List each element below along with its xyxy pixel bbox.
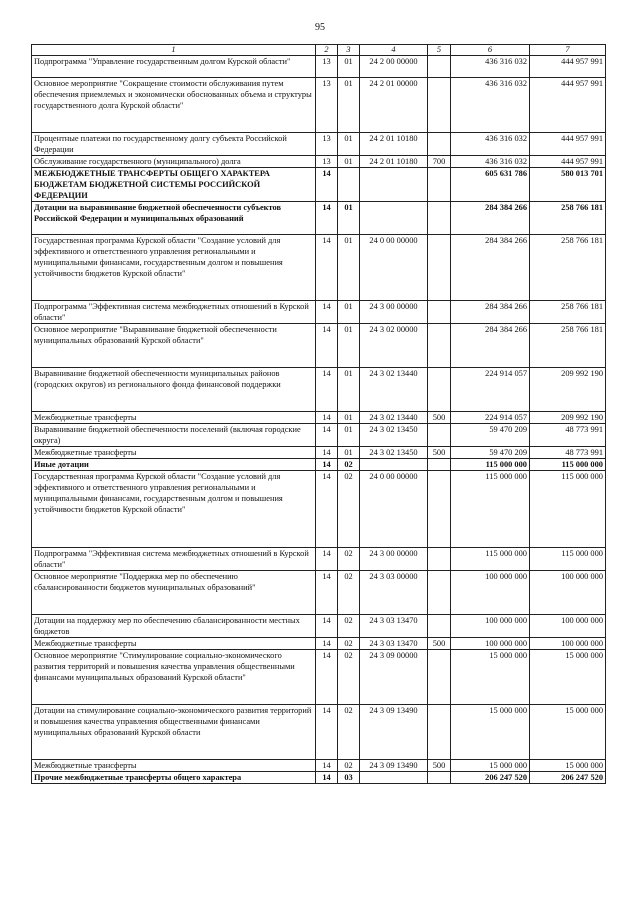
row-expense-type-cell: 500 <box>428 760 451 772</box>
row-expense-type-cell <box>428 705 451 760</box>
row-amount-year2-cell: 444 957 991 <box>530 78 606 133</box>
row-name-cell: Подпрограмма "Эффективная система межбюджетных отношений в Курской области" <box>32 301 316 324</box>
header-cell: 7 <box>530 45 606 56</box>
row-subsection-cell: 01 <box>338 424 360 447</box>
row-name-cell: Государственная программа Курской области "Создание условий для эффективного и ответственного управления региональными и муниципальными финансами, государственным долгом и повышения устойчивости бюджетов Курской области" <box>32 471 316 548</box>
table-row <box>32 78 606 133</box>
row-name-cell: Иные дотации <box>32 459 316 471</box>
row-amount-year2-cell: 444 957 991 <box>530 56 606 78</box>
row-subsection-cell: 01 <box>338 133 360 156</box>
row-target-article-cell: 24 3 09 13490 <box>360 760 428 772</box>
row-subsection-cell: 01 <box>338 368 360 412</box>
row-section-cell: 14 <box>316 368 338 412</box>
row-section-cell: 14 <box>316 202 338 235</box>
row-subsection-cell: 01 <box>338 78 360 133</box>
row-subsection-cell: 01 <box>338 324 360 368</box>
row-subsection-cell: 02 <box>338 705 360 760</box>
row-name-cell: МЕЖБЮДЖЕТНЫЕ ТРАНСФЕРТЫ ОБЩЕГО ХАРАКТЕРА БЮДЖЕТАМ БЮДЖЕТНОЙ СИСТЕМЫ РОССИЙСКОЙ ФЕДЕРАЦИИ <box>32 168 316 202</box>
row-section-cell: 14 <box>316 760 338 772</box>
row-amount-year2-cell: 115 000 000 <box>530 471 606 548</box>
row-expense-type-cell <box>428 78 451 133</box>
row-amount-year2-cell: 258 766 181 <box>530 324 606 368</box>
row-amount-year2-cell: 206 247 520 <box>530 772 606 784</box>
row-subsection-cell: 01 <box>338 412 360 424</box>
row-amount-year2-cell: 115 000 000 <box>530 548 606 571</box>
row-section-cell: 14 <box>316 548 338 571</box>
row-amount-year2-cell: 258 766 181 <box>530 202 606 235</box>
table-row <box>32 760 606 772</box>
row-amount-year2-cell: 209 992 190 <box>530 368 606 412</box>
row-target-article-cell <box>360 459 428 471</box>
row-expense-type-cell <box>428 235 451 301</box>
row-amount-year2-cell: 258 766 181 <box>530 235 606 301</box>
row-name-cell: Межбюджетные трансферты <box>32 760 316 772</box>
row-subsection-cell: 02 <box>338 471 360 548</box>
row-section-cell: 14 <box>316 638 338 650</box>
row-name-cell: Выравнивание бюджетной обеспеченности поселений (включая городские округа) <box>32 424 316 447</box>
row-section-cell: 14 <box>316 412 338 424</box>
row-expense-type-cell <box>428 548 451 571</box>
budget-table <box>31 44 606 784</box>
table-row <box>32 202 606 235</box>
row-amount-year1-cell: 436 316 032 <box>451 78 530 133</box>
row-section-cell: 14 <box>316 705 338 760</box>
row-name-cell: Межбюджетные трансферты <box>32 447 316 459</box>
row-amount-year1-cell: 15 000 000 <box>451 705 530 760</box>
table-row <box>32 615 606 638</box>
table-row <box>32 412 606 424</box>
row-target-article-cell: 24 3 02 13450 <box>360 447 428 459</box>
table-row <box>32 168 606 202</box>
row-target-article-cell: 24 3 00 00000 <box>360 301 428 324</box>
row-target-article-cell <box>360 202 428 235</box>
row-name-cell: Государственная программа Курской области "Создание условий для эффективного и ответственного управления региональными и муниципальными финансами, государственным долгом и повышения устойчивости бюджетов Курской области" <box>32 235 316 301</box>
row-expense-type-cell <box>428 424 451 447</box>
row-amount-year2-cell: 444 957 991 <box>530 156 606 168</box>
row-amount-year1-cell: 605 631 786 <box>451 168 530 202</box>
row-section-cell: 14 <box>316 324 338 368</box>
row-target-article-cell <box>360 168 428 202</box>
row-name-cell: Межбюджетные трансферты <box>32 412 316 424</box>
row-expense-type-cell: 700 <box>428 156 451 168</box>
row-amount-year2-cell: 580 013 701 <box>530 168 606 202</box>
row-amount-year1-cell: 436 316 032 <box>451 133 530 156</box>
row-subsection-cell: 01 <box>338 56 360 78</box>
table-row <box>32 424 606 447</box>
row-name-cell: Основное мероприятие "Поддержка мер по обеспечению сбалансированности бюджетов муниципальных образований" <box>32 571 316 615</box>
row-subsection-cell: 02 <box>338 459 360 471</box>
table-row <box>32 705 606 760</box>
page-number: 95 <box>315 22 325 33</box>
row-target-article-cell: 24 3 03 13470 <box>360 615 428 638</box>
row-amount-year2-cell: 258 766 181 <box>530 301 606 324</box>
row-section-cell: 14 <box>316 301 338 324</box>
row-expense-type-cell: 500 <box>428 412 451 424</box>
header-cell: 5 <box>428 45 451 56</box>
row-expense-type-cell <box>428 202 451 235</box>
row-name-cell: Выравнивание бюджетной обеспеченности муниципальных районов (городских округов) из регионального фонда финансовой поддержки <box>32 368 316 412</box>
row-name-cell: Основное мероприятие "Сокращение стоимости обслуживания путем обеспечения приемлемых и экономически обоснованных объема и структуры государственного долга Курской области" <box>32 78 316 133</box>
table-row <box>32 650 606 705</box>
row-amount-year1-cell: 15 000 000 <box>451 650 530 705</box>
header-cell: 4 <box>360 45 428 56</box>
row-amount-year1-cell: 115 000 000 <box>451 471 530 548</box>
row-target-article-cell: 24 3 09 13490 <box>360 705 428 760</box>
row-subsection-cell: 01 <box>338 235 360 301</box>
table-row <box>32 368 606 412</box>
table-row <box>32 447 606 459</box>
table-row <box>32 156 606 168</box>
row-amount-year1-cell: 436 316 032 <box>451 156 530 168</box>
row-amount-year1-cell: 436 316 032 <box>451 56 530 78</box>
row-target-article-cell: 24 2 00 00000 <box>360 56 428 78</box>
row-name-cell: Подпрограмма "Эффективная система межбюджетных отношений в Курской области" <box>32 548 316 571</box>
row-target-article-cell: 24 3 02 13440 <box>360 412 428 424</box>
row-name-cell: Основное мероприятие "Стимулирование социально-экономического развития территорий и повышения качества управления общественными финансами муниципальных образований Курской области" <box>32 650 316 705</box>
table-row <box>32 133 606 156</box>
row-section-cell: 13 <box>316 133 338 156</box>
row-target-article-cell: 24 3 03 00000 <box>360 571 428 615</box>
header-cell: 3 <box>338 45 360 56</box>
table-row <box>32 324 606 368</box>
table-row <box>32 571 606 615</box>
table-row <box>32 548 606 571</box>
row-section-cell: 14 <box>316 571 338 615</box>
row-amount-year2-cell: 48 773 991 <box>530 424 606 447</box>
row-section-cell: 14 <box>316 459 338 471</box>
table-row <box>32 638 606 650</box>
row-subsection-cell: 02 <box>338 548 360 571</box>
row-subsection-cell: 02 <box>338 615 360 638</box>
row-section-cell: 14 <box>316 235 338 301</box>
table-row <box>32 772 606 784</box>
row-target-article-cell: 24 2 01 10180 <box>360 156 428 168</box>
row-expense-type-cell: 500 <box>428 638 451 650</box>
row-name-cell: Дотации на поддержку мер по обеспечению сбалансированности местных бюджетов <box>32 615 316 638</box>
row-amount-year2-cell: 15 000 000 <box>530 705 606 760</box>
row-expense-type-cell <box>428 56 451 78</box>
row-subsection-cell: 01 <box>338 156 360 168</box>
row-amount-year1-cell: 115 000 000 <box>451 548 530 571</box>
row-target-article-cell: 24 3 02 00000 <box>360 324 428 368</box>
row-expense-type-cell: 500 <box>428 447 451 459</box>
row-subsection-cell <box>338 168 360 202</box>
row-section-cell: 14 <box>316 772 338 784</box>
row-target-article-cell: 24 2 01 10180 <box>360 133 428 156</box>
row-target-article-cell: 24 0 00 00000 <box>360 235 428 301</box>
row-name-cell: Прочие межбюджетные трансферты общего характера <box>32 772 316 784</box>
row-amount-year1-cell: 284 384 266 <box>451 235 530 301</box>
header-cell: 1 <box>32 45 316 56</box>
row-amount-year1-cell: 224 914 057 <box>451 412 530 424</box>
row-amount-year2-cell: 100 000 000 <box>530 571 606 615</box>
row-expense-type-cell <box>428 650 451 705</box>
row-amount-year1-cell: 59 470 209 <box>451 424 530 447</box>
row-amount-year1-cell: 115 000 000 <box>451 459 530 471</box>
table-row <box>32 471 606 548</box>
row-amount-year1-cell: 100 000 000 <box>451 615 530 638</box>
row-expense-type-cell <box>428 324 451 368</box>
row-amount-year1-cell: 206 247 520 <box>451 772 530 784</box>
row-subsection-cell: 01 <box>338 202 360 235</box>
row-expense-type-cell <box>428 368 451 412</box>
row-subsection-cell: 02 <box>338 571 360 615</box>
row-section-cell: 14 <box>316 447 338 459</box>
row-subsection-cell: 02 <box>338 638 360 650</box>
row-amount-year2-cell: 444 957 991 <box>530 133 606 156</box>
row-amount-year2-cell: 15 000 000 <box>530 760 606 772</box>
row-amount-year1-cell: 100 000 000 <box>451 638 530 650</box>
row-subsection-cell: 02 <box>338 760 360 772</box>
row-amount-year1-cell: 284 384 266 <box>451 202 530 235</box>
row-amount-year1-cell: 224 914 057 <box>451 368 530 412</box>
row-amount-year1-cell: 284 384 266 <box>451 324 530 368</box>
row-name-cell: Основное мероприятие "Выравнивание бюджетной обеспеченности муниципальных образований Курской области" <box>32 324 316 368</box>
row-amount-year2-cell: 100 000 000 <box>530 615 606 638</box>
row-name-cell: Дотации на выравнивание бюджетной обеспеченности субъектов Российской Федерации и муниципальных образований <box>32 202 316 235</box>
row-expense-type-cell <box>428 571 451 615</box>
row-expense-type-cell <box>428 615 451 638</box>
row-target-article-cell: 24 3 00 00000 <box>360 548 428 571</box>
row-name-cell: Межбюджетные трансферты <box>32 638 316 650</box>
row-expense-type-cell <box>428 301 451 324</box>
row-amount-year2-cell: 15 000 000 <box>530 650 606 705</box>
row-section-cell: 13 <box>316 56 338 78</box>
row-amount-year2-cell: 209 992 190 <box>530 412 606 424</box>
row-section-cell: 14 <box>316 650 338 705</box>
row-section-cell: 13 <box>316 156 338 168</box>
row-target-article-cell: 24 3 02 13440 <box>360 368 428 412</box>
table-row <box>32 301 606 324</box>
row-target-article-cell: 24 0 00 00000 <box>360 471 428 548</box>
row-amount-year1-cell: 59 470 209 <box>451 447 530 459</box>
row-name-cell: Обслуживание государственного (муниципального) долга <box>32 156 316 168</box>
row-subsection-cell: 03 <box>338 772 360 784</box>
row-section-cell: 13 <box>316 78 338 133</box>
row-subsection-cell: 02 <box>338 650 360 705</box>
row-target-article-cell: 24 3 03 13470 <box>360 638 428 650</box>
row-name-cell: Процентные платежи по государственному долгу субъекта Российской Федерации <box>32 133 316 156</box>
row-subsection-cell: 01 <box>338 447 360 459</box>
row-amount-year2-cell: 48 773 991 <box>530 447 606 459</box>
row-name-cell: Подпрограмма "Управление государственным долгом Курской области" <box>32 56 316 78</box>
table-row <box>32 56 606 78</box>
row-expense-type-cell <box>428 168 451 202</box>
row-expense-type-cell <box>428 133 451 156</box>
row-amount-year1-cell: 284 384 266 <box>451 301 530 324</box>
row-expense-type-cell <box>428 459 451 471</box>
row-expense-type-cell <box>428 471 451 548</box>
row-expense-type-cell <box>428 772 451 784</box>
row-target-article-cell: 24 2 01 00000 <box>360 78 428 133</box>
row-section-cell: 14 <box>316 168 338 202</box>
row-amount-year1-cell: 100 000 000 <box>451 571 530 615</box>
table-row <box>32 459 606 471</box>
row-section-cell: 14 <box>316 424 338 447</box>
row-amount-year2-cell: 115 000 000 <box>530 459 606 471</box>
table-row <box>32 235 606 301</box>
row-target-article-cell <box>360 772 428 784</box>
row-target-article-cell: 24 3 09 00000 <box>360 650 428 705</box>
header-cell: 6 <box>451 45 530 56</box>
row-amount-year1-cell: 15 000 000 <box>451 760 530 772</box>
row-target-article-cell: 24 3 02 13450 <box>360 424 428 447</box>
header-cell: 2 <box>316 45 338 56</box>
row-subsection-cell: 01 <box>338 301 360 324</box>
row-section-cell: 14 <box>316 471 338 548</box>
row-amount-year2-cell: 100 000 000 <box>530 638 606 650</box>
table-header-row <box>32 45 606 56</box>
row-section-cell: 14 <box>316 615 338 638</box>
row-name-cell: Дотации на стимулирование социально-экономического развития территорий и повышения качества управления общественными финансами муниципальных образований Курской области <box>32 705 316 760</box>
